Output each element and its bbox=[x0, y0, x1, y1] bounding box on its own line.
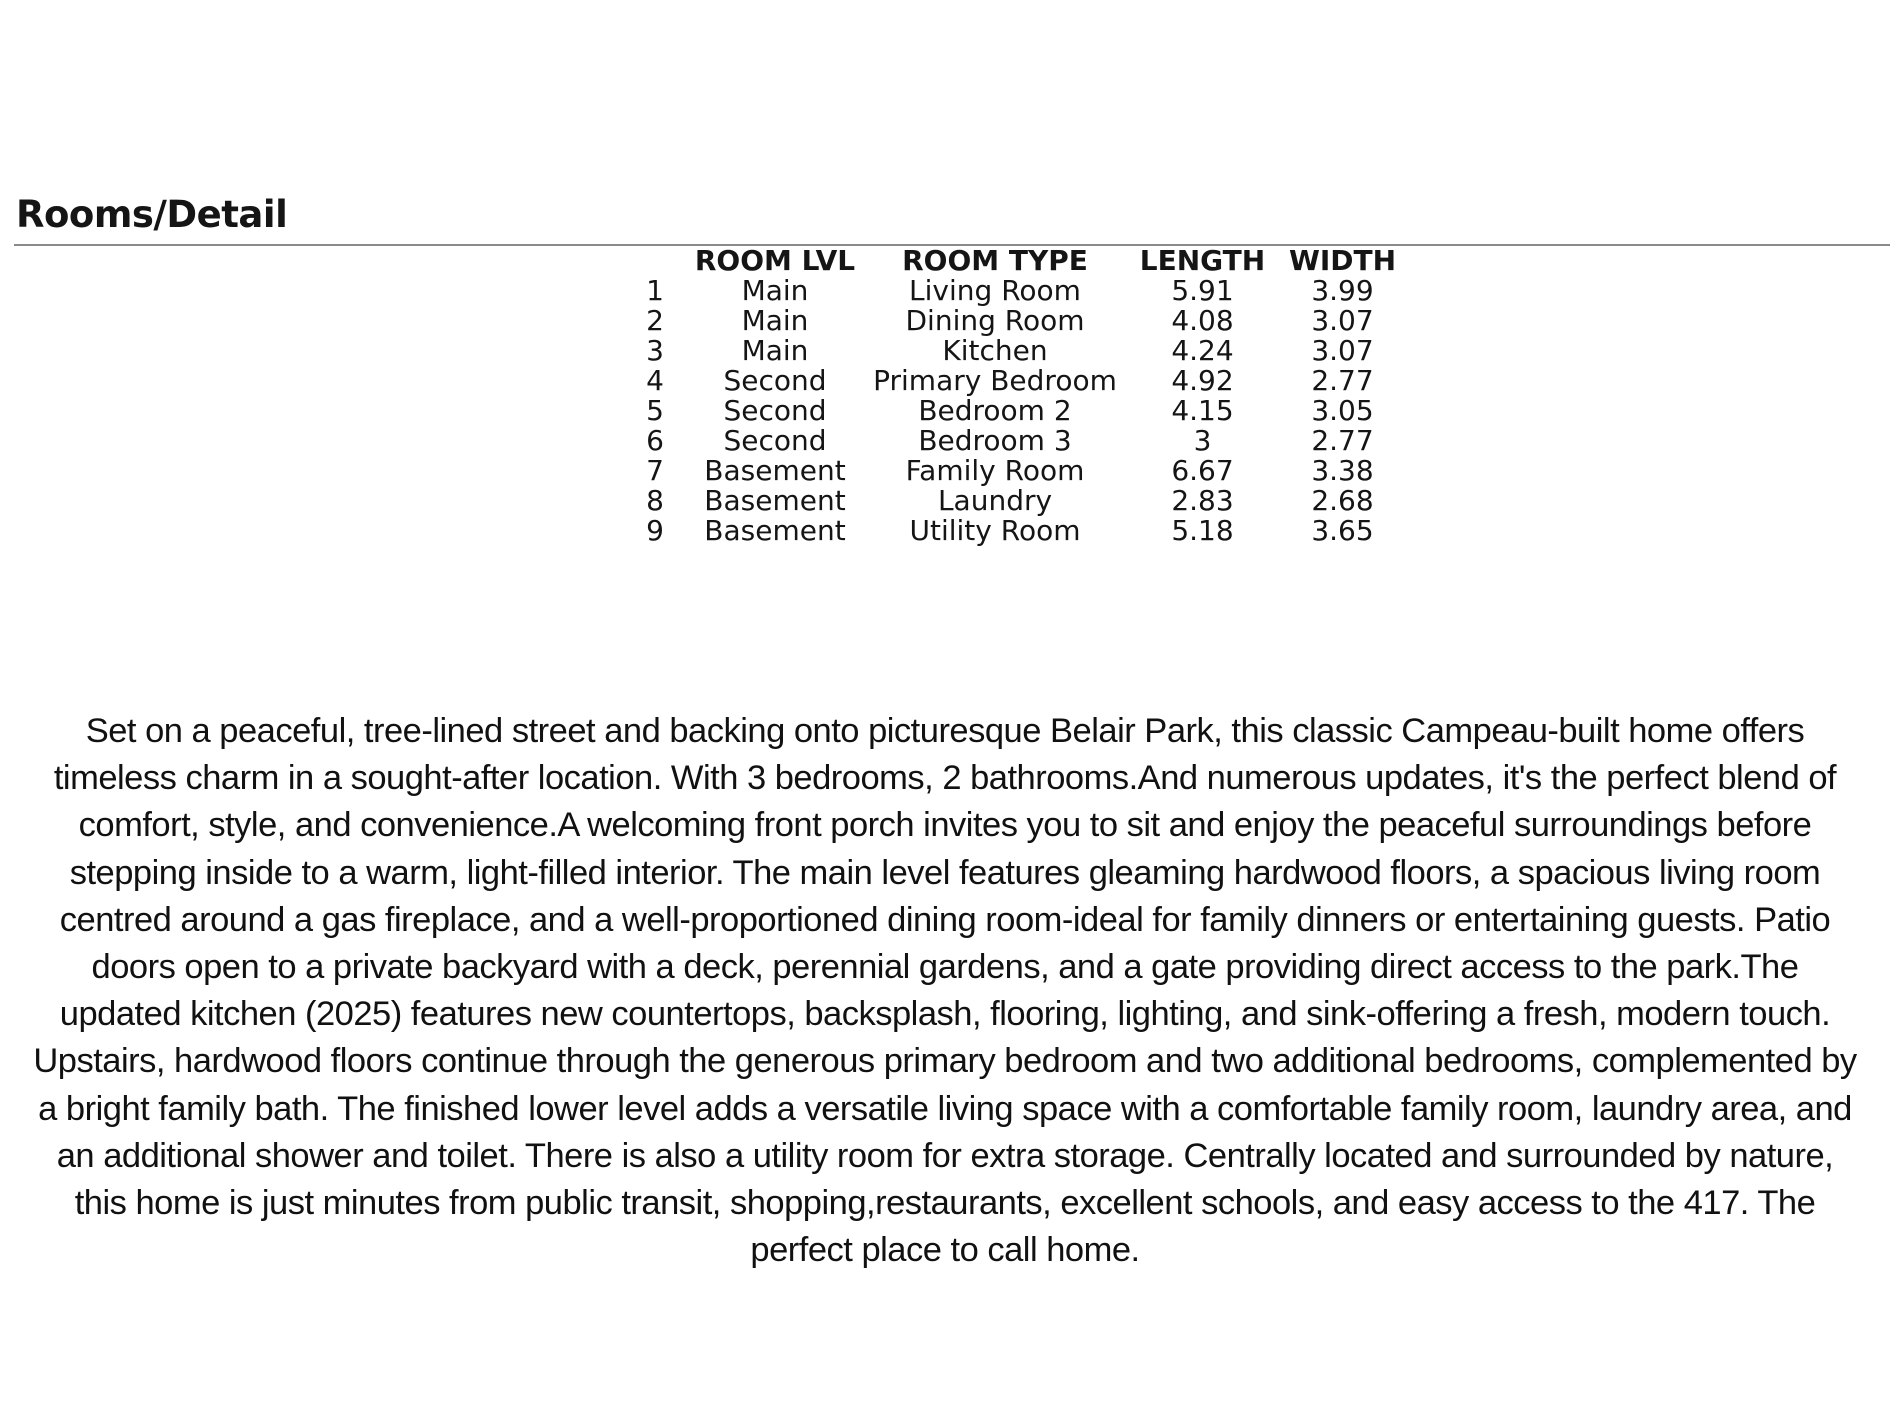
table-row bbox=[630, 366, 1400, 396]
room-level: Second bbox=[723, 424, 827, 457]
room-level: Basement bbox=[704, 484, 846, 517]
room-type: Living Room bbox=[909, 274, 1081, 307]
table-row bbox=[630, 396, 1400, 426]
room-type: Dining Room bbox=[905, 304, 1085, 337]
table-row bbox=[630, 276, 1400, 306]
section-title: Rooms/Detail bbox=[16, 193, 288, 236]
room-length: 4.15 bbox=[1171, 394, 1234, 427]
room-type: Laundry bbox=[937, 484, 1053, 517]
room-length: 6.67 bbox=[1171, 454, 1234, 487]
section-header bbox=[14, 192, 1890, 246]
room-level: Second bbox=[723, 394, 827, 427]
room-length: 4.92 bbox=[1171, 364, 1234, 397]
table-row bbox=[630, 306, 1400, 336]
room-length: 2.83 bbox=[1171, 484, 1234, 517]
room-length: 3 bbox=[1193, 424, 1212, 457]
header-row-number bbox=[630, 246, 680, 276]
table-row bbox=[630, 486, 1400, 516]
room-type: Bedroom 3 bbox=[918, 424, 1072, 457]
table-row bbox=[630, 516, 1400, 546]
row-number: 2 bbox=[646, 304, 664, 337]
row-number: 7 bbox=[646, 454, 664, 487]
room-type: Primary Bedroom bbox=[873, 364, 1117, 397]
room-length: 5.91 bbox=[1171, 274, 1234, 307]
room-width: 3.07 bbox=[1311, 334, 1374, 367]
room-width: 3.38 bbox=[1311, 454, 1374, 487]
room-length: 4.08 bbox=[1171, 304, 1234, 337]
room-width: 2.77 bbox=[1311, 364, 1374, 397]
room-width: 3.05 bbox=[1311, 394, 1374, 427]
header-width: WIDTH bbox=[1288, 244, 1397, 277]
room-length: 5.18 bbox=[1171, 514, 1234, 547]
row-number: 1 bbox=[646, 274, 664, 307]
room-level: Basement bbox=[704, 454, 846, 487]
row-number: 6 bbox=[646, 424, 664, 457]
table-header-row bbox=[630, 246, 1400, 276]
room-length: 4.24 bbox=[1171, 334, 1234, 367]
room-level: Main bbox=[741, 304, 809, 337]
table-row bbox=[630, 456, 1400, 486]
row-number: 5 bbox=[646, 394, 664, 427]
room-type: Bedroom 2 bbox=[918, 394, 1072, 427]
row-number: 9 bbox=[646, 514, 664, 547]
room-level: Basement bbox=[704, 514, 846, 547]
header-room-type: ROOM TYPE bbox=[902, 244, 1088, 277]
room-level: Main bbox=[741, 274, 809, 307]
property-description: Set on a peaceful, tree-lined street and backing onto picturesque Belair Park, this classic Campeau-built home offers timeless charm in a sought-after location. With 3 bedrooms, 2 bathrooms.And numerous updates, it's the perfect blend of comfort, style, and convenience.A welcoming front porch invites you to sit and enjoy the peaceful surroundings before stepping inside to a warm, light-filled interior. The main level features gleaming hardwood floors, a spacious living room centred around a gas fireplace, and a well-proportioned dining room-ideal for family dinners or entertaining guests. Patio doors open to a private backyard with a deck, perennial gardens, and a gate providing direct access to the park.The updated kitchen (2025) features new countertops, backsplash, flooring, lighting, and sink-offering a fresh, modern touch. Upstairs, hardwood floors continue through the generous primary bedroom and two additional bedrooms, complemented by a bright family bath. The finished lower level adds a versatile living space with a comfortable family room, laundry area, and an additional shower and toilet. There is also a utility room for extra storage. Centrally located and surrounded by nature, this home is just minutes from public transit, shopping,restaurants, excellent schools, and easy access to the 417. The perfect place to call home. bbox=[33, 712, 1857, 1270]
row-number: 4 bbox=[646, 364, 664, 397]
room-type: Kitchen bbox=[942, 334, 1048, 367]
room-level: Main bbox=[741, 334, 809, 367]
room-width: 2.68 bbox=[1311, 484, 1374, 517]
room-width: 3.65 bbox=[1311, 514, 1374, 547]
room-width: 3.07 bbox=[1311, 304, 1374, 337]
header-room-level: ROOM LVL bbox=[694, 244, 856, 277]
table-row bbox=[630, 336, 1400, 366]
row-number: 3 bbox=[646, 334, 664, 367]
room-type: Family Room bbox=[905, 454, 1085, 487]
table-row bbox=[630, 426, 1400, 456]
room-type: Utility Room bbox=[909, 514, 1081, 547]
room-width: 2.77 bbox=[1311, 424, 1374, 457]
rooms-table bbox=[630, 246, 1400, 546]
room-level: Second bbox=[723, 364, 827, 397]
header-length: LENGTH bbox=[1139, 244, 1266, 277]
room-width: 3.99 bbox=[1311, 274, 1374, 307]
row-number: 8 bbox=[646, 484, 664, 517]
